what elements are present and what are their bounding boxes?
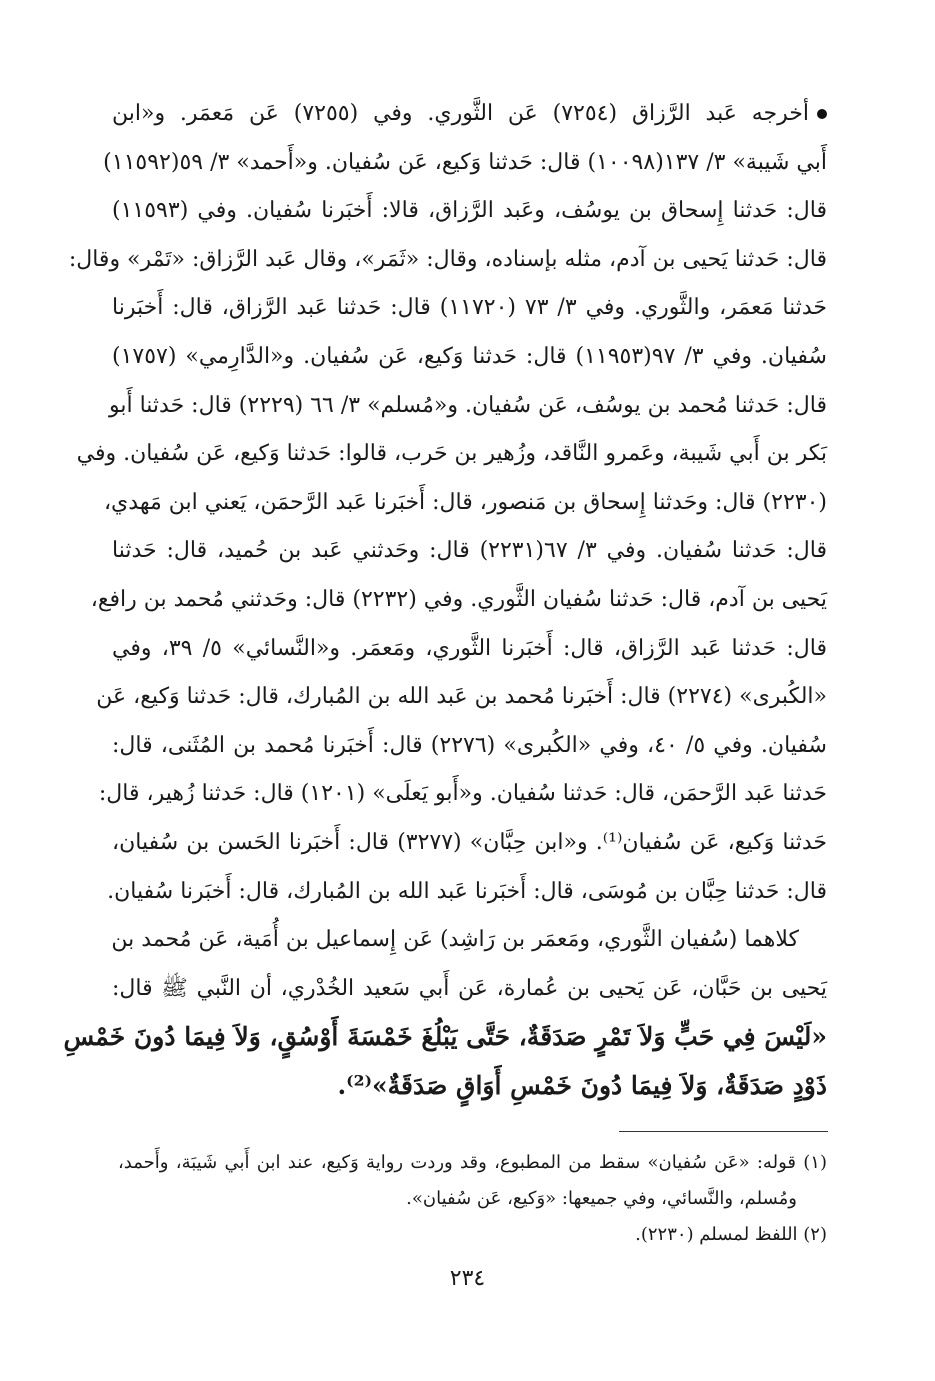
text-line: بَكر بن أَبي شَيبة، وعَمرو النَّاقد، وزُهير بن حَرب، قالوا: حَدثنا وَكيع، عَن سُفيان. وفي bbox=[76, 441, 827, 467]
footnote-divider bbox=[619, 1131, 828, 1132]
text-line: حَدثنا وَكيع، عَن سُفيان⁽¹⁾. و«ابن حِبَّان» (٣٢٧٧) قال: أَخبَرنا الحَسن بن سُفيان، bbox=[112, 829, 827, 855]
text-line: أَبي شَيبة» ٣/ ١٣٧(١٠٠٩٨) قال: حَدثنا وَكيع، عَن سُفيان. و«أَحمد» ٣/ ٥٩(١١٥٩٢) bbox=[103, 149, 827, 175]
footnote-line: (١) قوله: «عَن سُفيان» سقط من المطبوع، وقد وردت رواية وَكيع، عند ابن أَبي شَيبَة، وأَحمد، bbox=[118, 1152, 827, 1173]
bullet-icon bbox=[817, 109, 827, 119]
text-line: سُفيان. وفي ٥/ ٤٠، وفي «الكُبرى» (٢٢٧٦) قال: أَخبَرنا مُحمد بن المُثَنى، قال: bbox=[112, 732, 827, 758]
text-line: حَدثنا عَبد الرَّحمَن، قال: حَدثنا سُفيان. و«أَبو يَعلَى» (١٢٠١) قال: حَدثنا زُهير، قال: bbox=[98, 781, 827, 807]
text-line: قال: حَدثنا سُفيان. وفي ٣/ ٦٧(٢٢٣١) قال: وحَدثني عَبد بن حُميد، قال: حَدثنا bbox=[112, 538, 827, 564]
text-line: قال: حَدثنا إِسحاق بن يوسُف، وعَبد الرَّزاق، قالا: أَخبَرنا سُفيان. وفي (١١٥٩٣) bbox=[112, 198, 827, 224]
footnotes-block bbox=[118, 1145, 827, 1253]
text-line: قال: حَدثنا مُحمد بن يوسُف، عَن سُفيان. و«مُسلم» ٣/ ٦٦ (٢٢٢٩) قال: حَدثنا أَبو bbox=[108, 392, 827, 418]
text-line: سُفيان. وفي ٣/ ٩٧(١١٩٥٣) قال: حَدثنا وَكيع، عَن سُفيان. و«الدَّارِمي» (١٧٥٧) bbox=[112, 343, 827, 369]
text-line: كلاهما (سُفيان الثَّوري، ومَعمَر بن رَاشِد) عَن إِسماعيل بن أُمَية، عَن مُحمد بن bbox=[111, 927, 799, 953]
hadith-text-line: ذَوْدٍ صَدَقَةٌ، وَلاَ فِيمَا دُونَ خَمْسِ أَوَاقٍ صَدَقَةٌ»⁽²⁾. bbox=[337, 1070, 827, 1100]
hadith-text-line: «لَيْسَ فِي حَبٍّ وَلاَ تَمْرٍ صَدَقَةٌ، حَتَّى يَبْلُغَ خَمْسَةَ أَوْسُقٍ، وَلاَ فِيمَا دُونَ خَمْسِ bbox=[63, 1022, 827, 1052]
footnote-line: ومُسلم، والنَّسائي، وفي جميعها: «وَكيع، عَن سُفيان». bbox=[406, 1188, 797, 1209]
text-line: «الكُبرى» (٢٢٧٤) قال: أَخبَرنا مُحمد بن عَبد الله بن المُبارك، قال: حَدثنا وَكيع، عَن bbox=[96, 684, 827, 710]
text-line: قال: حَدثنا حِبَّان بن مُوسَى، قال: أَخبَرنا عَبد الله بن المُبارك، قال: أَخبَرنا سُفيان. bbox=[107, 878, 827, 904]
text-line: يَحيى بن آدم، قال: حَدثنا سُفيان الثَّوري. وفي (٢٢٣٢) قال: وحَدثني مُحمد بن رافع، bbox=[90, 586, 827, 612]
text-line: حَدثنا مَعمَر، والثَّوري. وفي ٣/ ٧٣ (١١٧٢٠) قال: حَدثنا عَبد الرَّزاق، قال: أَخبَرنا bbox=[112, 295, 827, 321]
text-line: (٢٢٣٠) قال: وحَدثنا إِسحاق بن مَنصور، قال: أَخبَرنا عَبد الرَّحمَن، يَعني ابن مَهدي، bbox=[103, 489, 827, 515]
page-number: ٢٣٤ bbox=[449, 1266, 486, 1291]
text-line: قال: حَدثنا عَبد الرَّزاق، قال: أَخبَرنا الثَّوري، ومَعمَر. و«النَّسائي» ٥/ ٣٩، وفي bbox=[112, 635, 828, 661]
footnote-line: (٢) اللفظ لمسلم (٢٢٣٠). bbox=[635, 1224, 827, 1245]
text-line: قال: حَدثنا يَحيى بن آدم، مثله بإسناده، وقال: «ثَمَر»، وقال عَبد الرَّزاق: «تَمْر» وقال: bbox=[68, 246, 827, 272]
main-text-block bbox=[63, 90, 828, 1110]
text-line: أخرجه عَبد الرَّزاق (٧٢٥٤) عَن الثَّوري. وفي (٧٢٥٥) عَن مَعمَر. و«ابن bbox=[112, 90, 827, 139]
text-line: يَحيى بن حَبَّان، عَن يَحيى بن عُمارة، عَن أَبي سَعيد الخُدْري، أن النَّبي ﷺ قال: bbox=[112, 975, 827, 1001]
